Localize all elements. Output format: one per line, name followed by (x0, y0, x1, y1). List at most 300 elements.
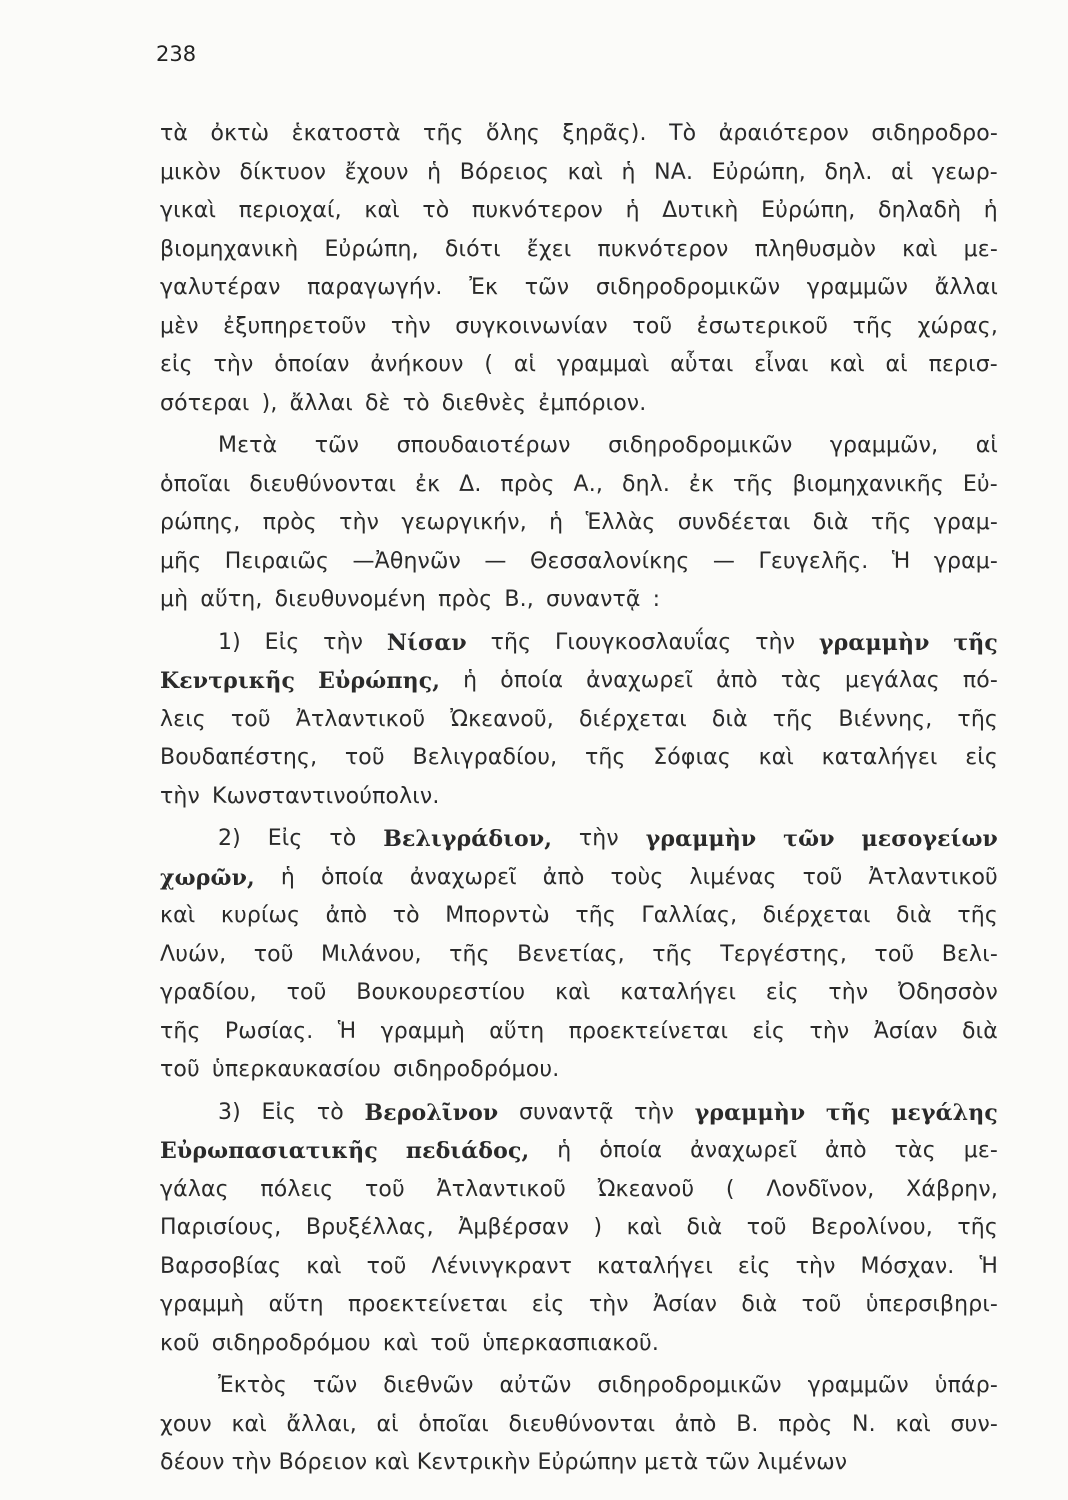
text-line (160, 269, 998, 308)
word: Μετὰ (218, 433, 278, 458)
text-line (160, 1325, 998, 1364)
word: τοὺς (610, 864, 664, 890)
word: ἀνήκουν (370, 352, 464, 377)
word: γεωργικήν, (401, 510, 527, 535)
word: κυρίως (220, 903, 301, 928)
word: τῆς (160, 1018, 201, 1044)
text-line (160, 231, 998, 270)
word: τοῦ (802, 864, 843, 890)
word: γραμμὴ (160, 1292, 245, 1317)
word: δηλαδὴ (877, 198, 962, 223)
word: τῆς (957, 706, 998, 732)
word: πρὸς (438, 587, 493, 612)
text-line (160, 1209, 998, 1248)
word: τὸ (422, 198, 450, 223)
word: Βουκουρεστίου (356, 980, 526, 1005)
bold-word: Κεντρικῆς (160, 668, 296, 694)
word: καὶ (902, 236, 938, 262)
word: διευθυνομένη (274, 587, 426, 612)
word: πόλεις (260, 1176, 334, 1202)
word: ἡ (625, 198, 640, 223)
word: σιδηροδρομικῶν (597, 1373, 782, 1398)
word: τὰ (160, 121, 189, 146)
word: τῆς (652, 941, 693, 967)
word: συγκοινωνίαν (455, 313, 608, 339)
word: Ὠκεανοῦ, (450, 706, 554, 732)
word: Σόφιας (653, 745, 731, 770)
word: τοῦ (801, 1292, 842, 1317)
text-line (160, 662, 998, 701)
word: Βελιγραδίου, (412, 745, 558, 770)
word: ἡ (280, 864, 295, 890)
text-line (160, 504, 998, 543)
text-line (160, 820, 998, 859)
word: — (484, 548, 507, 574)
word: διεθνὲς (441, 390, 527, 416)
bold-word: μεσογείων (861, 826, 998, 852)
word: Ἀσίαν (873, 1018, 938, 1044)
bold-word: Νίσαν (386, 629, 467, 656)
word: γραμμὴ (380, 1018, 465, 1044)
word: Εὐρώπη, (324, 236, 419, 262)
word: τοῦ (632, 313, 673, 339)
word: λιμένας (689, 864, 777, 890)
word: Βιέννης, (838, 706, 933, 732)
word: ὑπερσιβηρι- (865, 1292, 998, 1317)
word: μὴ (160, 587, 189, 612)
word: 1) (218, 629, 241, 655)
word: καὶ (231, 1411, 267, 1437)
word: διευθύνονται (249, 471, 397, 497)
bold-word: γραμμὴν (645, 826, 757, 852)
body-text (160, 115, 998, 1483)
word: Ὠκεανοῦ (597, 1176, 695, 1202)
word: τῆς (852, 313, 894, 339)
word: διέρχεται (762, 903, 871, 928)
word: ), (261, 390, 278, 416)
text-line (160, 897, 998, 936)
word: ὁποῖαι (418, 1411, 489, 1437)
word: τῆς (772, 706, 814, 732)
word: τοῦ (286, 980, 327, 1005)
word: προεκτείνεται (348, 1292, 508, 1317)
word: τὴν (160, 783, 200, 809)
word: τοῦ (364, 1176, 405, 1202)
text-line (160, 936, 998, 975)
text-line (160, 1406, 998, 1445)
word: τὴν (795, 1253, 836, 1279)
word: ἀπὸ (542, 864, 585, 890)
word: δίκτυον (239, 159, 327, 185)
word: αἱ (376, 1411, 399, 1437)
text-line (160, 1286, 998, 1325)
word: καὶ (364, 198, 400, 223)
word: διὰ (962, 1018, 998, 1044)
word: Λονδῖνον, (766, 1176, 875, 1202)
word: ἐκ (415, 471, 441, 497)
word: καὶ (626, 1215, 663, 1240)
word: ξηρᾶς). (562, 121, 647, 146)
word: Β. (736, 1411, 759, 1437)
word: τῆς (449, 941, 490, 967)
word: ὑπερκαυκασίου (211, 1057, 382, 1082)
text-line (160, 859, 998, 898)
word: Βόρειον (278, 1450, 368, 1475)
word: αἱ (891, 159, 914, 185)
word: σιδηροδρομικῶν (608, 433, 793, 458)
word: Μιλάνου, (321, 941, 422, 967)
word: Τὸ (669, 121, 697, 146)
word: Εὐρώπην (537, 1450, 638, 1475)
word: γραμμῶν, (829, 433, 939, 458)
bold-word: Βερολῖνον (364, 1099, 499, 1126)
word: τῆς (733, 471, 774, 497)
text-line (160, 1248, 998, 1287)
word: Πειραιῶς (224, 548, 330, 574)
word: καὶ (829, 352, 865, 377)
word: ἡ (621, 159, 636, 185)
word: συναντᾷ (518, 1099, 614, 1125)
word: εἰς (531, 1292, 565, 1317)
word: διεθνῶν (383, 1373, 474, 1398)
bold-word: τῆς (953, 629, 998, 656)
word: ἐκ (688, 471, 715, 497)
word: ἀναχωρεῖ (409, 864, 517, 890)
text-line (160, 739, 998, 778)
word: ἀραιότερον (718, 121, 849, 146)
word: ὁποία (599, 1138, 663, 1163)
word: σιδηροδρο- (871, 121, 998, 146)
word: προεκτείνεται (568, 1018, 729, 1044)
word: Ἀσίαν (653, 1292, 718, 1317)
word: Ἡ (337, 1018, 357, 1044)
word: Γαλλίας, (641, 903, 738, 928)
text-line (160, 1132, 998, 1171)
word: διευθύνονται (508, 1411, 656, 1437)
word: γικαὶ (160, 198, 217, 223)
word: Λένινγκραντ (431, 1253, 573, 1279)
word: διὰ (711, 706, 748, 732)
word: ἀπὸ (325, 903, 368, 928)
word: συναντᾷ (546, 587, 641, 612)
word: γραμμῶν (807, 1373, 909, 1398)
word: πυκνότερον (471, 198, 603, 223)
word: ἄλλαι (289, 390, 353, 416)
word: γάλας (160, 1176, 229, 1202)
word: τῆς (957, 903, 998, 928)
text-line (160, 701, 998, 740)
word: τοῦ (253, 941, 294, 967)
word: τοῦ (430, 1330, 471, 1356)
bold-word: πεδιάδος, (405, 1138, 530, 1164)
word: βιομηχανικῆς (792, 471, 944, 497)
word: Βόρειος (459, 159, 550, 185)
word: αὐτῶν (499, 1373, 572, 1398)
word: γραμμῶν (806, 275, 909, 300)
word: Ἡ (891, 548, 911, 574)
page-number: 238 (156, 42, 197, 66)
word: καταλήγει (620, 980, 737, 1005)
word: τῆς (585, 745, 626, 770)
word: ἀπὸ (716, 668, 758, 693)
word: Ἀμβέρσαν (458, 1215, 570, 1240)
word: πυκνότερον (597, 236, 729, 262)
word: Βερολίνου, (811, 1215, 933, 1240)
word: Ν. (852, 1411, 876, 1437)
text-line (160, 1094, 998, 1133)
word: εἰς (965, 745, 998, 770)
word: καὶ (382, 1330, 419, 1356)
word: ὑπερκασπιακοῦ. (482, 1330, 660, 1356)
text-line (160, 1367, 998, 1406)
word: ἑκατοστὰ (291, 121, 401, 146)
word: σιδηροδρομικῶν (595, 275, 781, 300)
word: καταλήγει (821, 745, 938, 770)
word: Μόσχαν. (860, 1253, 955, 1279)
word: τὴν (231, 1450, 272, 1475)
word: γραμ- (933, 548, 998, 574)
word: καὶ (160, 903, 196, 928)
word: μικὸν (160, 159, 221, 185)
word: τὸ (316, 1099, 344, 1125)
word: σπουδαιοτέρων (396, 433, 571, 458)
word: δηλ. (824, 159, 873, 185)
word: διὰ (896, 903, 932, 928)
word: ἔχει (526, 236, 572, 262)
text-line (160, 1051, 998, 1090)
word: ὑπάρ- (934, 1373, 998, 1398)
word: ἄλλαι (934, 275, 998, 300)
word: λεις (160, 706, 206, 732)
text-line (160, 427, 998, 466)
word: διὰ (686, 1215, 723, 1240)
word: καὶ (374, 1450, 410, 1475)
bold-word: Εὐρώπης, (318, 668, 441, 694)
word: μῆς (160, 548, 202, 574)
word: εἰς (737, 1253, 771, 1279)
word: τῶν (524, 275, 570, 300)
word: ἡ (557, 1138, 572, 1163)
word: Ρωσίας. (224, 1018, 314, 1044)
word: Βουδαπέστης, (160, 745, 318, 770)
word: Εἰς (261, 1099, 297, 1125)
word: —Ἀθηνῶν (352, 548, 461, 574)
word: Βαρσοβίας (160, 1253, 282, 1279)
word: ἀπὸ (825, 1138, 867, 1163)
word: Κωνσταντινούπολιν. (212, 783, 440, 809)
word: τῶν (312, 1373, 358, 1398)
word: κοῦ (160, 1330, 200, 1356)
text-line (160, 1013, 998, 1052)
word: ὁποία (500, 668, 564, 693)
word: τὴν (588, 1292, 629, 1317)
word: ἐμπόριον. (538, 390, 647, 416)
word: Βρυξέλλας, (305, 1215, 434, 1240)
word: τὴν (323, 629, 364, 655)
word: ὁποία (320, 864, 384, 890)
word: σιδηροδρόμου. (393, 1057, 560, 1082)
word: τῆς (490, 629, 532, 655)
bold-word: τῶν (783, 826, 835, 852)
text-line (160, 1171, 998, 1210)
word: μεγάλας (844, 668, 940, 693)
word: Παρισίους, (160, 1215, 282, 1240)
word: Εἰς (264, 629, 300, 655)
word: ἀναχωρεῖ (586, 668, 694, 693)
word: ὅλης (486, 121, 540, 146)
word: λιμένων (756, 1450, 848, 1475)
word: τὸ (392, 903, 420, 928)
word: ρώπης, (160, 510, 241, 535)
word: Εἰς (267, 826, 303, 851)
word: χουν (160, 1411, 212, 1437)
word: πληθυσμὸν (754, 236, 877, 262)
text-line (160, 974, 998, 1013)
word: σότεραι (160, 390, 250, 416)
word: αἱ (513, 352, 537, 377)
word: ( (725, 1176, 735, 1202)
word: Ὀδησσὸν (898, 980, 998, 1005)
word: τῆς (870, 510, 912, 535)
word: Κεντρικὴν (416, 1450, 531, 1475)
text-line (160, 581, 998, 620)
word: αὕτη, (200, 587, 263, 612)
word: τὴν (755, 629, 796, 655)
word: Ἐκτὸς (218, 1373, 287, 1398)
word: περισ- (928, 352, 998, 377)
bold-word: τῆς (825, 1099, 871, 1126)
word: τὴν (809, 1018, 850, 1044)
word: ἀναχωρεῖ (690, 1138, 798, 1163)
word: ἀπὸ (674, 1411, 717, 1437)
word: τὴν (578, 826, 619, 851)
word: καὶ (306, 1253, 342, 1279)
bold-word: Βελιγράδιον, (383, 826, 553, 852)
word: ἔχουν (344, 159, 409, 185)
word: τὴν (828, 980, 869, 1005)
text-line (160, 778, 998, 817)
word: τοῦ (230, 706, 271, 732)
word: Θεσσαλονίκης (530, 548, 690, 574)
word: αὗται (670, 352, 734, 377)
word: Χάβρην, (906, 1176, 998, 1202)
word: τὴν (390, 313, 431, 339)
word: τῆς (575, 903, 616, 928)
word: — (712, 548, 736, 574)
word: μετὰ (644, 1450, 699, 1475)
word: γραμμαὶ (556, 352, 650, 377)
word: ἐξυπηρετοῦν (223, 313, 367, 339)
word: εἰς (160, 352, 193, 377)
word: ἡ (549, 510, 564, 535)
bold-word: μεγάλης (891, 1099, 998, 1126)
word: Α., (573, 471, 604, 497)
word: 3) (218, 1099, 241, 1125)
word: με- (963, 1138, 998, 1163)
text-line (160, 543, 998, 582)
word: καὶ (895, 1411, 931, 1437)
word: ) (593, 1215, 603, 1240)
word: περιοχαί, (238, 198, 342, 223)
text-line (160, 154, 998, 193)
word: διέρχεται (578, 706, 687, 732)
word: καταλήγει (597, 1253, 713, 1279)
word: τῶν (314, 433, 360, 458)
word: τοῦ (160, 1057, 200, 1082)
word: τὴν (213, 352, 254, 377)
word: αὕτη (489, 1018, 545, 1044)
word: Γιουγκοσλαυΐας (554, 629, 732, 655)
text-line (160, 624, 998, 663)
word: Δυτικὴ (662, 198, 739, 223)
text-line (160, 1444, 998, 1483)
word: ἄλλαι, (286, 1411, 357, 1437)
word: Εὐρώπη, (761, 198, 856, 223)
word: ὀκτὼ (210, 121, 270, 146)
text-line (160, 115, 998, 154)
word: αἱ (885, 352, 908, 377)
word: διὰ (741, 1292, 778, 1317)
word: : (652, 587, 661, 612)
word: βιομηχανικὴ (160, 236, 299, 262)
word: καὶ (567, 159, 603, 185)
word: ἡ (463, 668, 478, 693)
word: αἱ (975, 433, 998, 458)
word: Ἡ (979, 1253, 998, 1279)
word: πό- (962, 668, 998, 693)
bold-word: γραμμὴν (694, 1099, 806, 1126)
word: ἡ (983, 198, 998, 223)
bold-word: χωρῶν, (160, 864, 255, 891)
word: καὶ (758, 745, 794, 770)
word: Ἀτλαντικοῦ (868, 864, 998, 890)
word: Εὐρώπη, (711, 159, 806, 185)
word: τὸ (402, 390, 430, 416)
word: δὲ (364, 390, 391, 416)
word: αὕτη (268, 1292, 324, 1317)
word: τοῦ (344, 745, 385, 770)
bold-word: γραμμὴν (818, 629, 930, 656)
word: τὰς (780, 668, 822, 693)
text-line (160, 192, 998, 231)
word: συν- (950, 1411, 998, 1437)
text-line (160, 346, 998, 385)
word: τῆς (957, 1215, 998, 1240)
word: ἐσωτερικοῦ (696, 313, 829, 339)
text-line (160, 466, 998, 505)
word: Δ. (459, 471, 482, 497)
word: Βενετίας, (517, 941, 625, 967)
word: πρὸς (500, 471, 555, 497)
word: δηλ. (621, 471, 670, 497)
word: ( (484, 352, 494, 377)
word: τοῦ (746, 1215, 787, 1240)
text-line (160, 308, 998, 347)
word: Β., (504, 587, 534, 612)
word: 2) (218, 826, 241, 851)
word: Λυών, (160, 941, 227, 967)
word: πρὸς (262, 510, 317, 535)
text-line (160, 385, 998, 424)
word: ὁποῖαι (160, 471, 231, 497)
bold-word: Εὐρωπασιατικῆς (160, 1138, 378, 1164)
word: Βελι- (941, 941, 998, 967)
word: διότι (444, 236, 501, 262)
word: τὴν (339, 510, 380, 535)
word: γεωρ- (931, 159, 998, 185)
word: μὲν (160, 313, 199, 339)
word: Ἑλλὰς (585, 510, 656, 535)
